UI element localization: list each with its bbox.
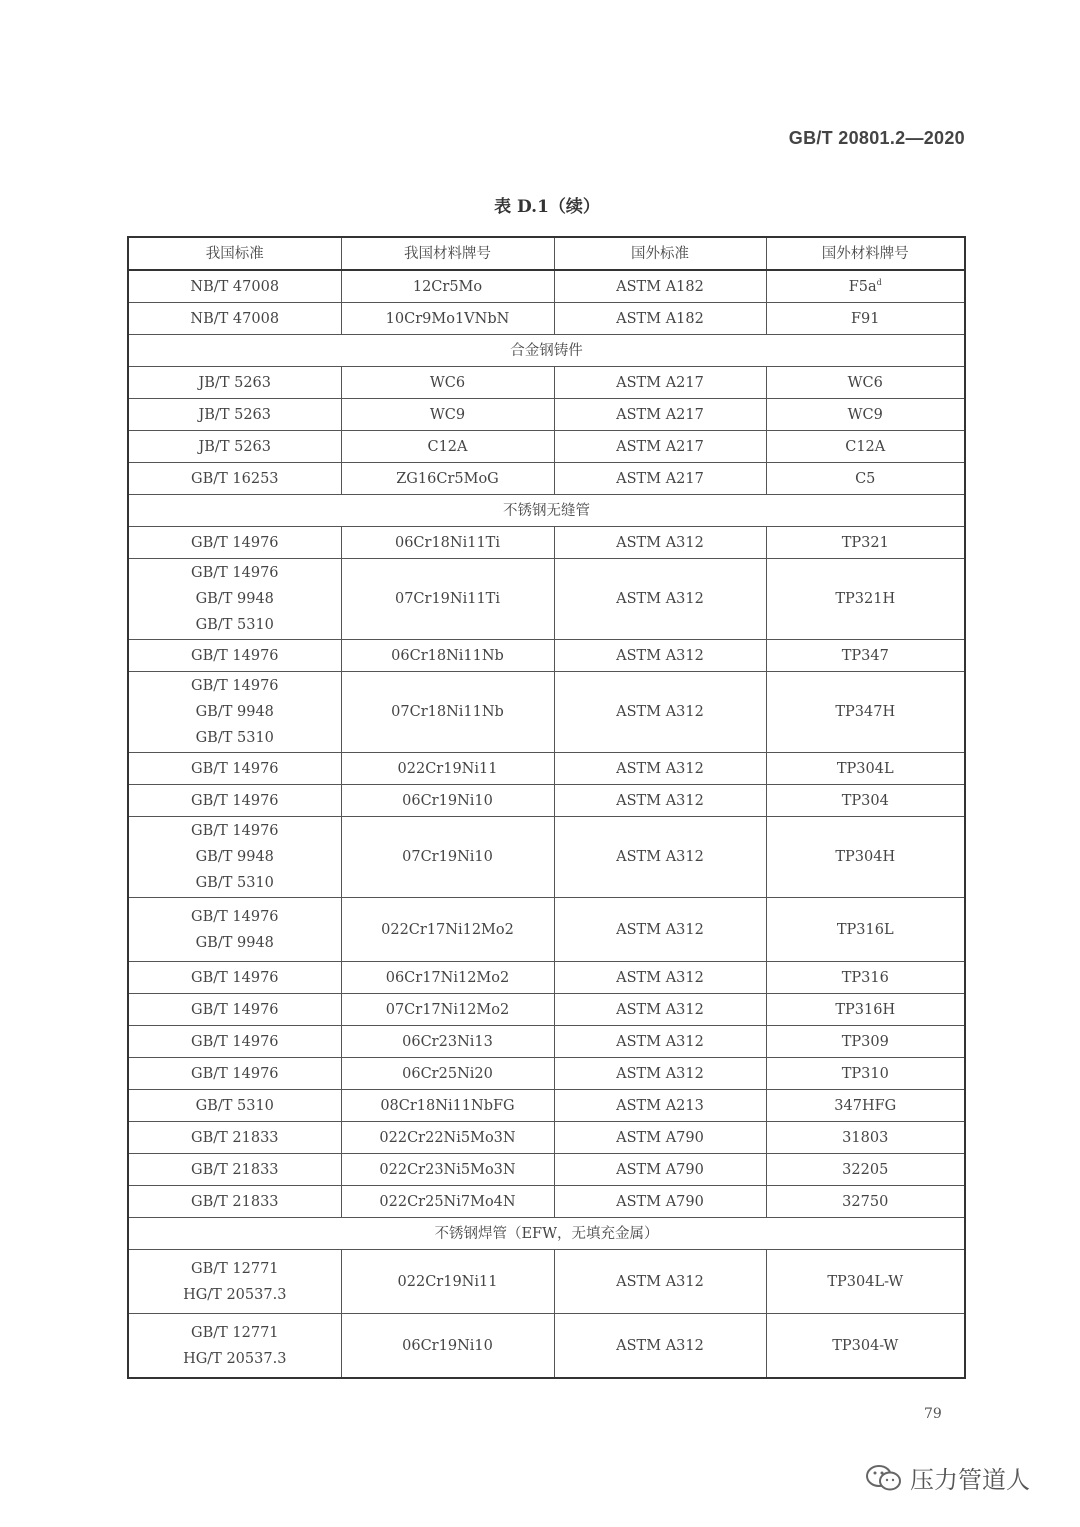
foreign-standard: ASTM A182 [554, 303, 766, 335]
foreign-standard: ASTM A182 [554, 270, 766, 303]
foreign-grade-cell [766, 1186, 965, 1218]
foreign-grade: TP316H [835, 1001, 896, 1018]
column-header: 我国材料牌号 [341, 237, 554, 270]
table-row [128, 994, 965, 1026]
cn-standard: GB/T 5310 [195, 617, 274, 633]
cn-grade: 06Cr19Ni10 [341, 1314, 554, 1379]
cn-standard-cell [128, 1154, 341, 1186]
foreign-standard: ASTM A312 [554, 559, 766, 640]
table-row [128, 785, 965, 817]
foreign-standard: ASTM A312 [554, 994, 766, 1026]
cn-grade: 07Cr19Ni11Ti [341, 559, 554, 640]
table-row [128, 303, 965, 335]
foreign-grade-cell [766, 1154, 965, 1186]
cn-grade: 022Cr25Ni7Mo4N [341, 1186, 554, 1218]
cn-standard-cell [128, 817, 341, 898]
cn-grade: ZG16Cr5MoG [341, 463, 554, 495]
foreign-grade-cell [766, 1314, 965, 1379]
cn-standard-cell [128, 463, 341, 495]
cn-standard-cell [128, 1186, 341, 1218]
table-row [128, 898, 965, 962]
cn-grade: 022Cr23Ni5Mo3N [341, 1154, 554, 1186]
foreign-grade-cell [766, 1026, 965, 1058]
foreign-grade: TP347H [835, 704, 896, 720]
foreign-grade: 32750 [842, 1193, 889, 1210]
cn-grade: C12A [341, 431, 554, 463]
cn-standard-cell [128, 1026, 341, 1058]
cn-grade: 06Cr23Ni13 [341, 1026, 554, 1058]
material-comparison-table [127, 236, 966, 1379]
cn-standard: GB/T 14976 [190, 1065, 279, 1082]
table-row [128, 399, 965, 431]
cn-standard-cell [128, 1122, 341, 1154]
cn-standard: GB/T 14976 [190, 969, 279, 986]
section-row [128, 495, 965, 527]
cn-standard: JB/T 5263 [198, 406, 272, 423]
foreign-standard: ASTM A790 [554, 1186, 766, 1218]
foreign-standard: ASTM A790 [554, 1122, 766, 1154]
foreign-standard: ASTM A312 [554, 785, 766, 817]
cn-standard: GB/T 14976 [190, 908, 279, 925]
foreign-grade: TP304L [836, 760, 894, 777]
cn-standard: GB/T 21833 [190, 1129, 279, 1146]
table-row [128, 431, 965, 463]
foreign-grade-cell [766, 994, 965, 1026]
foreign-grade: TP316 [841, 969, 889, 986]
foreign-grade-cell [766, 463, 965, 495]
foreign-grade-cell [766, 527, 965, 559]
foreign-grade: F91 [850, 310, 880, 327]
table-row [128, 270, 965, 303]
table-row [128, 1058, 965, 1090]
table-row [128, 753, 965, 785]
table-header [128, 237, 965, 270]
cn-grade: 06Cr25Ni20 [341, 1058, 554, 1090]
foreign-grade: C12A [845, 438, 886, 455]
table-row [128, 640, 965, 672]
cn-standard: GB/T 9948 [195, 591, 274, 607]
section-label: 不锈钢焊管（EFW，无填充金属） [128, 1218, 965, 1250]
cn-grade: 12Cr5Mo [341, 270, 554, 303]
table-row [128, 1090, 965, 1122]
cn-standard-cell [128, 270, 341, 303]
cn-grade: 022Cr19Ni11 [341, 1250, 554, 1314]
foreign-grade: TP304L-W [827, 1273, 904, 1290]
cn-standard: JB/T 5263 [198, 438, 272, 455]
cn-standard: GB/T 9948 [195, 849, 274, 865]
watermark-text: 压力管道人 [910, 1466, 1030, 1494]
cn-standard: GB/T 5310 [195, 1097, 274, 1114]
foreign-grade: 32205 [842, 1161, 889, 1178]
cn-standard: GB/T 5310 [195, 875, 274, 891]
section-row [128, 1218, 965, 1250]
cn-grade: 08Cr18Ni11NbFG [341, 1090, 554, 1122]
foreign-standard: ASTM A312 [554, 1026, 766, 1058]
foreign-grade: TP309 [841, 1033, 889, 1050]
foreign-grade-cell [766, 270, 965, 303]
cn-grade: 022Cr17Ni12Mo2 [341, 898, 554, 962]
wechat-icon [864, 1463, 904, 1493]
cn-grade: WC6 [341, 367, 554, 399]
cn-grade: WC9 [341, 399, 554, 431]
table-row [128, 817, 965, 898]
cn-standard: GB/T 14976 [190, 565, 279, 581]
table-title: 表 D.1（续） [494, 197, 600, 217]
cn-standard-cell [128, 527, 341, 559]
cn-standard-cell [128, 898, 341, 962]
page-number: 79 [924, 1406, 942, 1422]
cn-standard: GB/T 14976 [190, 678, 279, 694]
cn-standard: NB/T 47008 [190, 310, 280, 327]
table-row [128, 1154, 965, 1186]
table-row [128, 1186, 965, 1218]
foreign-grade: TP310 [841, 1065, 889, 1082]
footnote-marker: d [876, 277, 882, 287]
cn-standard-cell [128, 785, 341, 817]
cn-standard: GB/T 14976 [190, 534, 279, 551]
foreign-standard: ASTM A217 [554, 431, 766, 463]
cn-grade: 06Cr18Ni11Nb [341, 640, 554, 672]
cn-standard-cell [128, 303, 341, 335]
foreign-standard: ASTM A312 [554, 672, 766, 753]
foreign-grade-cell [766, 898, 965, 962]
section-label: 合金钢铸件 [128, 335, 965, 367]
foreign-grade: C5 [855, 470, 876, 487]
cn-standard-cell [128, 1090, 341, 1122]
cn-standard-cell [128, 1250, 341, 1314]
cn-standard: GB/T 14976 [190, 792, 279, 809]
foreign-grade-cell [766, 303, 965, 335]
foreign-standard: ASTM A312 [554, 1058, 766, 1090]
cn-standard-cell [128, 1058, 341, 1090]
cn-standard: GB/T 21833 [190, 1193, 279, 1210]
foreign-standard: ASTM A312 [554, 753, 766, 785]
cn-standard-cell [128, 962, 341, 994]
foreign-standard: ASTM A312 [554, 898, 766, 962]
foreign-standard: ASTM A312 [554, 1314, 766, 1379]
cn-grade: 06Cr19Ni10 [341, 785, 554, 817]
table-row [128, 962, 965, 994]
foreign-grade: 31803 [842, 1129, 889, 1146]
foreign-standard: ASTM A312 [554, 962, 766, 994]
table-row [128, 367, 965, 399]
table-row [128, 527, 965, 559]
column-header: 国外标准 [554, 237, 766, 270]
cn-standard: GB/T 14976 [190, 647, 279, 664]
table-row [128, 1250, 965, 1314]
watermark [864, 1460, 1030, 1495]
section-label: 不锈钢无缝管 [128, 495, 965, 527]
foreign-grade: TP321 [841, 534, 889, 551]
foreign-grade-cell [766, 1058, 965, 1090]
cn-standard: GB/T 21833 [190, 1161, 279, 1178]
foreign-grade: TP304H [835, 849, 896, 865]
foreign-grade-cell [766, 367, 965, 399]
foreign-grade: TP304 [841, 792, 889, 809]
cn-standard-cell [128, 399, 341, 431]
cn-grade: 06Cr18Ni11Ti [341, 527, 554, 559]
foreign-grade-cell [766, 753, 965, 785]
cn-standard-cell [128, 1314, 341, 1379]
cn-grade: 10Cr9Mo1VNbN [341, 303, 554, 335]
foreign-grade: TP304-W [832, 1337, 899, 1354]
cn-standard: GB/T 14976 [190, 1033, 279, 1050]
cn-standard: GB/T 12771 [190, 1324, 279, 1341]
foreign-grade: TP347 [841, 647, 889, 664]
table-row [128, 463, 965, 495]
foreign-standard: ASTM A312 [554, 1250, 766, 1314]
foreign-grade-cell [766, 817, 965, 898]
foreign-grade: TP321H [835, 591, 896, 607]
cn-standard-cell [128, 753, 341, 785]
foreign-grade-cell [766, 1250, 965, 1314]
cn-standard: HG/T 20537.3 [183, 1286, 287, 1303]
foreign-grade: WC9 [847, 406, 883, 423]
cn-standard-cell [128, 431, 341, 463]
cn-standard-cell [128, 559, 341, 640]
cn-standard-cell [128, 367, 341, 399]
cn-grade: 07Cr19Ni10 [341, 817, 554, 898]
foreign-standard: ASTM A312 [554, 527, 766, 559]
cn-grade: 06Cr17Ni12Mo2 [341, 962, 554, 994]
foreign-grade-cell [766, 1122, 965, 1154]
foreign-grade-cell [766, 1090, 965, 1122]
foreign-grade-cell [766, 431, 965, 463]
foreign-grade-cell [766, 962, 965, 994]
standard-code: GB/T 20801.2—2020 [788, 128, 965, 148]
cn-standard: GB/T 5310 [195, 730, 274, 746]
foreign-standard: ASTM A312 [554, 640, 766, 672]
foreign-grade-cell [766, 672, 965, 753]
cn-standard: GB/T 14976 [190, 1001, 279, 1018]
foreign-standard: ASTM A217 [554, 463, 766, 495]
column-header: 国外材料牌号 [766, 237, 965, 270]
cn-standard: GB/T 16253 [190, 470, 279, 487]
cn-standard-cell [128, 640, 341, 672]
cn-standard-cell [128, 994, 341, 1026]
foreign-standard: ASTM A790 [554, 1154, 766, 1186]
cn-standard: GB/T 9948 [195, 704, 274, 720]
cn-standard: GB/T 14976 [190, 823, 279, 839]
foreign-grade-cell [766, 640, 965, 672]
table-row [128, 1026, 965, 1058]
cn-grade: 07Cr17Ni12Mo2 [341, 994, 554, 1026]
foreign-grade-cell [766, 559, 965, 640]
table-body [128, 270, 965, 1378]
cn-standard: HG/T 20537.3 [183, 1350, 287, 1367]
column-header: 我国标准 [128, 237, 341, 270]
foreign-standard: ASTM A217 [554, 367, 766, 399]
table-row [128, 559, 965, 640]
foreign-standard: ASTM A213 [554, 1090, 766, 1122]
foreign-standard: ASTM A312 [554, 817, 766, 898]
foreign-standard: ASTM A217 [554, 399, 766, 431]
cn-grade: 022Cr19Ni11 [341, 753, 554, 785]
section-row [128, 335, 965, 367]
cn-grade: 022Cr22Ni5Mo3N [341, 1122, 554, 1154]
table-row [128, 672, 965, 753]
foreign-grade: 347HFG [834, 1097, 897, 1114]
foreign-grade: WC6 [847, 374, 883, 391]
foreign-grade: F5a [848, 278, 877, 295]
cn-standard: GB/T 14976 [190, 760, 279, 777]
cn-standard: NB/T 47008 [190, 278, 280, 295]
foreign-grade-cell [766, 399, 965, 431]
cn-standard-cell [128, 672, 341, 753]
table-row [128, 1314, 965, 1379]
cn-standard: JB/T 5263 [198, 374, 272, 391]
cn-standard: GB/T 12771 [190, 1260, 279, 1277]
cn-standard: GB/T 9948 [195, 934, 274, 951]
foreign-grade-cell [766, 785, 965, 817]
foreign-grade: TP316L [836, 921, 894, 938]
cn-grade: 07Cr18Ni11Nb [341, 672, 554, 753]
table-row [128, 1122, 965, 1154]
